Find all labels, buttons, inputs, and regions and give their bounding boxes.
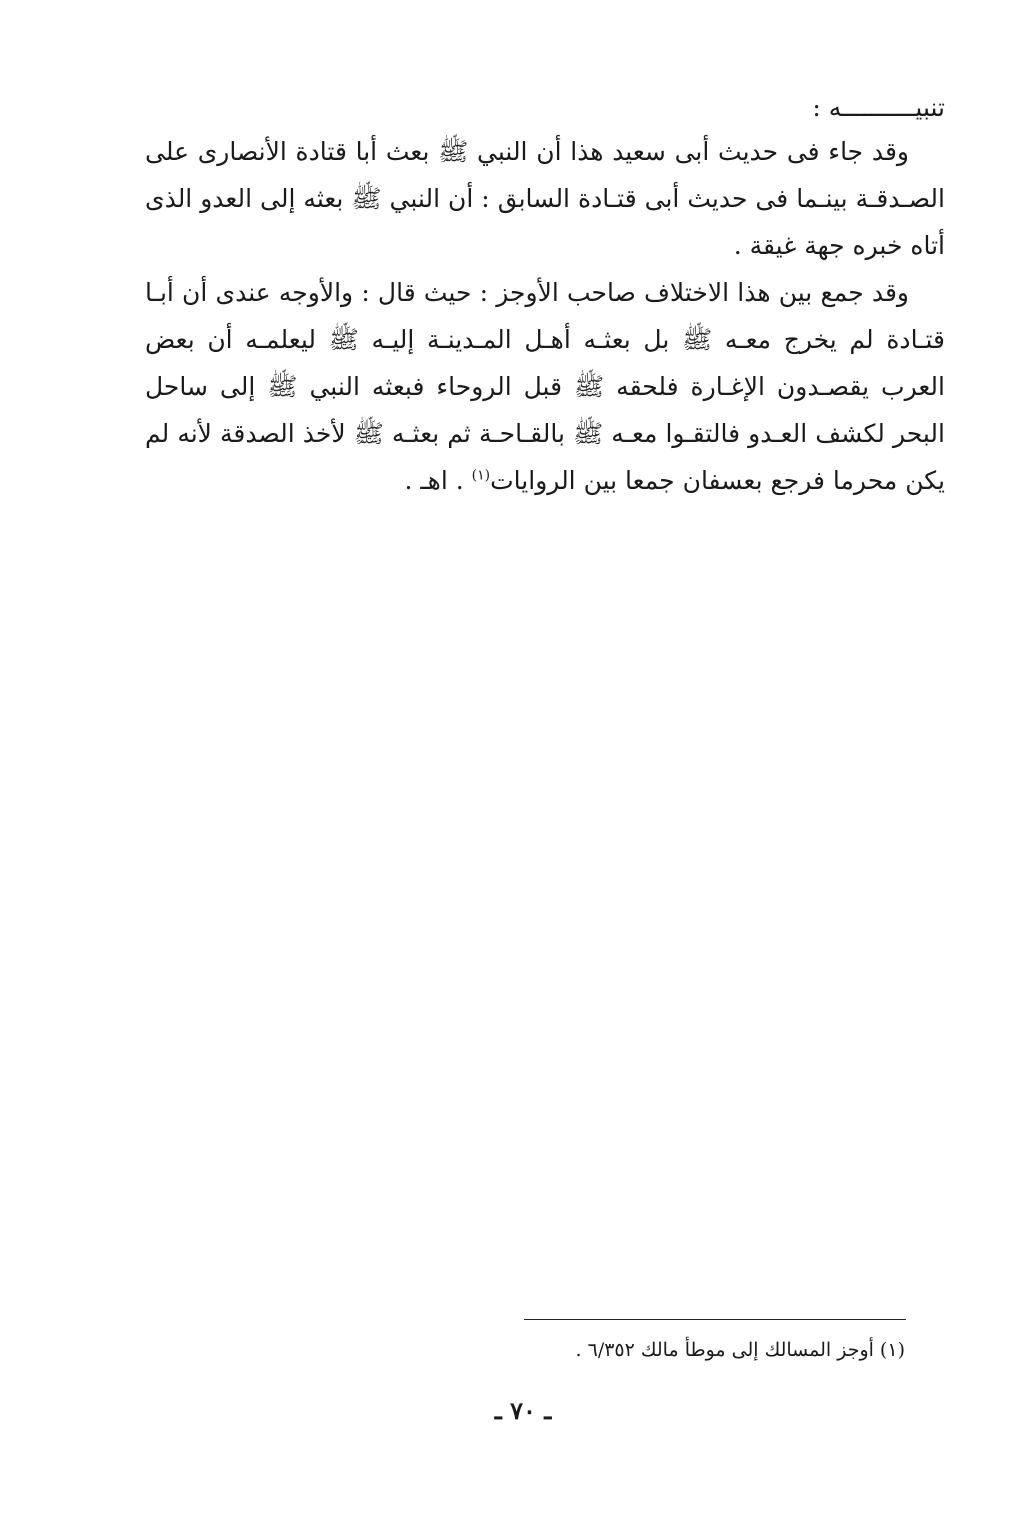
footnote-marker: (١) [471,467,491,484]
paragraph-2 [145,269,945,504]
paragraph-2-text: وقد جمع بين هذا الاختلاف صاحب الأوجز : حيث قال : والأوجه عندى أن أبـا قتـادة لم يخرج معـه ﷺ بل بعثـه أهـل المـدينـة إليـه ﷺ ليعلمـه أن بعض العرب يقصـدون الإغـارة فلحقه ﷺ قبل الروحاء فبعثه النبي ﷺ إلى ساحل البحر لكشف العـدو فالتقـوا معـه ﷺ بالقـاحـة ثم بعثـه ﷺ لأخذ الصدقة لأنه لم يكن محرما فرجع بعسفان جمعا بين الروايات [145,278,945,495]
page-number: ـ ٧٠ ـ [494,1396,552,1425]
paragraph-1: وقد جاء فى حديث أبى سعيد هذا أن النبي ﷺ بعث أبا قتادة الأنصارى على الصـدقـة بينـما فى حديث أبى قتـادة السابق : أن النبي ﷺ بعثه إلى العدو الذى أتاه خبره جهة غيقة . [145,137,945,260]
paragraph-2-end: . اهـ . [404,466,464,495]
section-heading: تنبيــــــــــه : [812,93,945,122]
footnote: (١) أوجز المسالك إلى موطأ مالك ٦/٣٥٢ . [575,1339,905,1361]
footnote-divider [524,1319,906,1320]
main-text [145,128,945,504]
